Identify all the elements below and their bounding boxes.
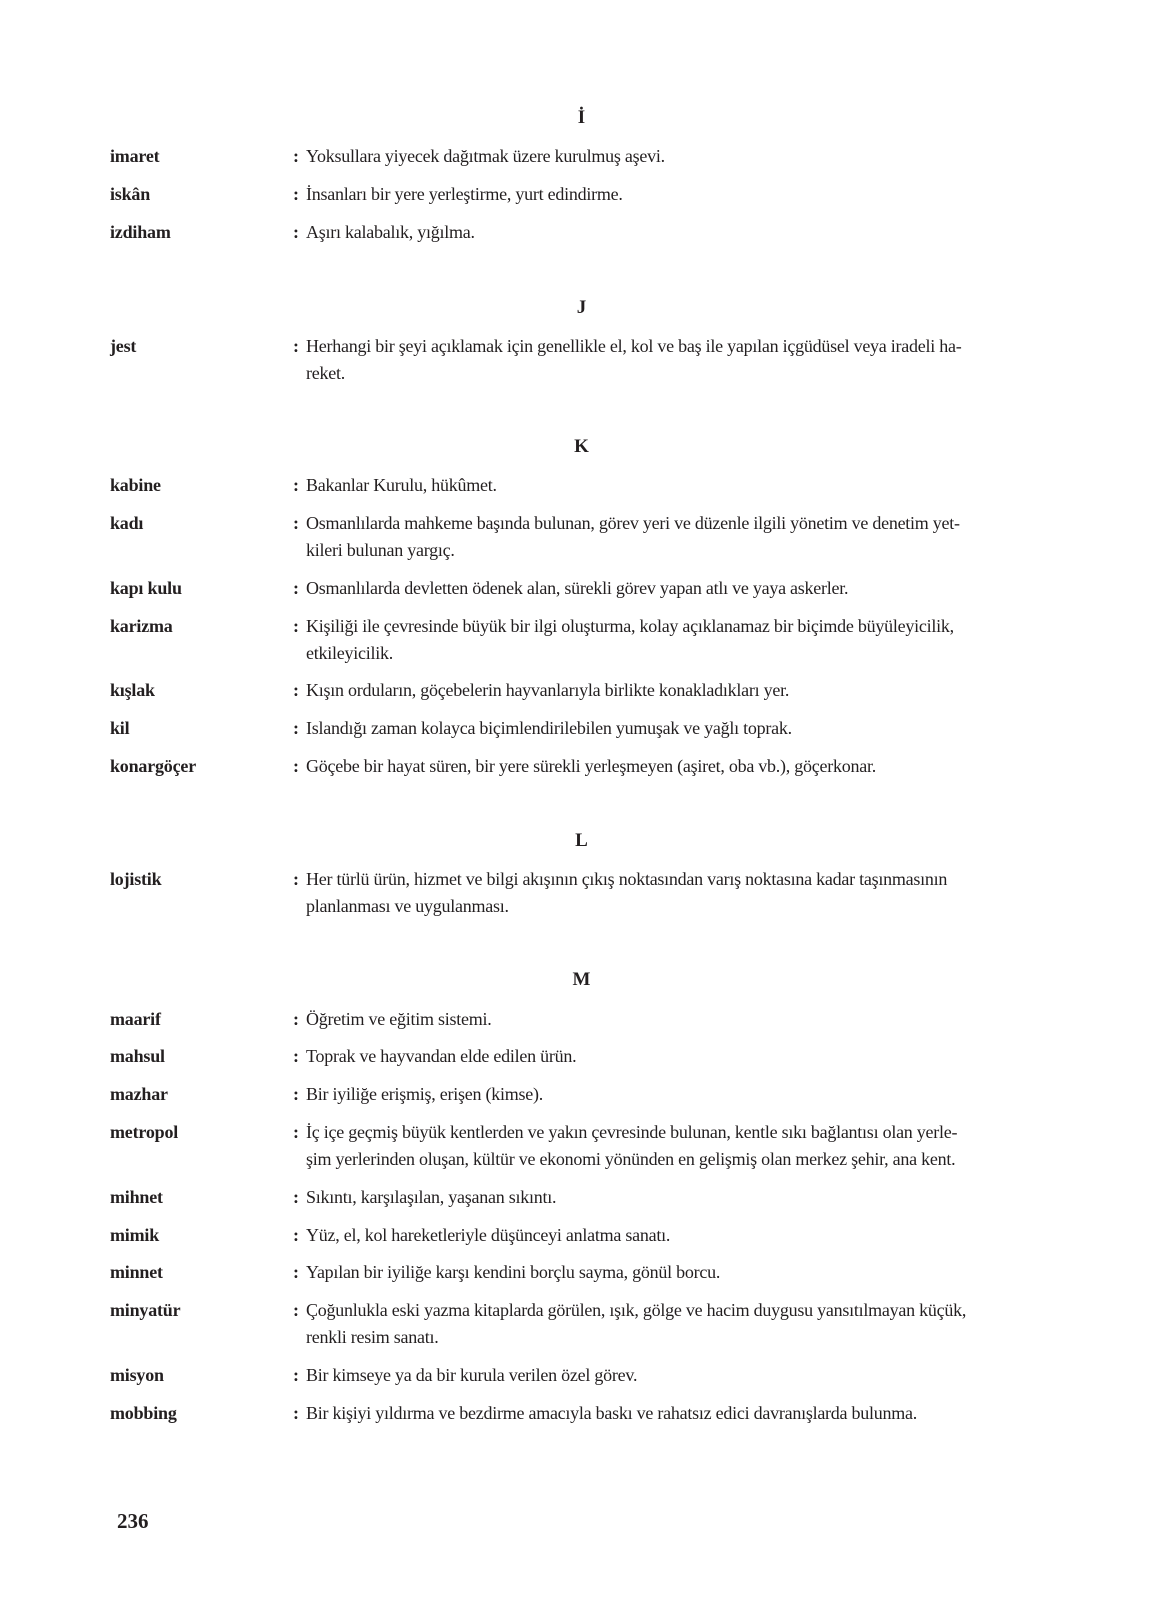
entry-definition <box>306 1081 1026 1108</box>
entry-definition <box>306 181 1026 208</box>
entry-term: lojistik <box>110 869 162 889</box>
definition-line: Yapılan bir iyiliğe karşı kendini borçlu sayma, gönül borcu. <box>306 1262 721 1282</box>
entry-term: mahsul <box>110 1046 165 1066</box>
entry-definition <box>306 575 1026 602</box>
definition-line: Her türlü ürün, hizmet ve bilgi akışının çıkış noktasından varış noktasına kadar taşınmasının <box>306 869 948 889</box>
definition-line: reket. <box>306 362 345 383</box>
entry-term: imaret <box>110 146 160 166</box>
definition-line: Yoksullara yiyecek dağıtmak üzere kurulmuş aşevi. <box>306 146 665 166</box>
entry-colon: : <box>293 616 299 636</box>
definition-line: Islandığı zaman kolayca biçimlendirilebilen yumuşak ve yağlı toprak. <box>306 718 792 738</box>
definition-line: Çoğunlukla eski yazma kitaplarda görülen, ışık, gölge ve hacim duygusu yansıtılmayan küçük, <box>306 1300 967 1320</box>
entry-term: konargöçer <box>110 756 196 776</box>
entry-term: iskân <box>110 184 151 204</box>
definition-line: Kişiliği ile çevresinde büyük bir ilgi oluşturma, kolay açıklanamaz bir biçimde büyüleyicilik, <box>306 616 954 636</box>
entry-colon: : <box>293 1365 299 1385</box>
entry-term: maarif <box>110 1009 161 1029</box>
entry-term: karizma <box>110 616 173 636</box>
definition-line: Öğretim ve eğitim sistemi. <box>306 1009 492 1029</box>
entry-colon: : <box>293 475 299 495</box>
entry-term: mobbing <box>110 1403 177 1423</box>
entry-term: kadı <box>110 513 144 533</box>
definition-line: Yüz, el, kol hareketleriyle düşünceyi anlatma sanatı. <box>306 1225 671 1245</box>
entry-colon: : <box>293 513 299 533</box>
entry-term: jest <box>110 336 137 356</box>
entry-definition <box>306 753 1026 780</box>
entry-definition <box>306 866 1026 919</box>
entry-colon: : <box>293 680 299 700</box>
definition-line: İç içe geçmiş büyük kentlerden ve yakın çevresinde bulunan, kentle sıkı bağlantısı olan yerle- <box>306 1122 958 1142</box>
section-heading-i: İ <box>577 107 586 128</box>
definition-line: Bakanlar Kurulu, hükûmet. <box>306 475 497 495</box>
section-heading-k: K <box>574 436 589 457</box>
entry-colon: : <box>293 1046 299 1066</box>
entry-colon: : <box>293 869 299 889</box>
definition-line: renkli resim sanatı. <box>306 1326 439 1347</box>
entry-term: kil <box>110 718 130 738</box>
entry-definition <box>306 1297 1026 1350</box>
entry-term: kapı kulu <box>110 578 182 598</box>
entry-definition <box>306 1043 1026 1070</box>
entry-definition <box>306 715 1026 742</box>
definition-line: Kışın orduların, göçebelerin hayvanlarıyla birlikte konakladıkları yer. <box>306 680 790 700</box>
entry-term: misyon <box>110 1365 164 1385</box>
entry-definition <box>306 1400 1026 1427</box>
entry-term: izdiham <box>110 222 171 242</box>
definition-line: Bir kimseye ya da bir kurula verilen özel görev. <box>306 1365 638 1385</box>
entry-colon: : <box>293 1225 299 1245</box>
definition-line: etkileyicilik. <box>306 642 393 663</box>
entry-definition <box>306 143 1026 170</box>
page-number: 236 <box>117 1509 149 1533</box>
entry-definition <box>306 219 1026 246</box>
entry-colon: : <box>293 222 299 242</box>
entry-definition <box>306 472 1026 499</box>
entry-definition <box>306 1006 1026 1033</box>
definition-line: İnsanları bir yere yerleştirme, yurt edindirme. <box>306 184 623 204</box>
definition-line: Sıkıntı, karşılaşılan, yaşanan sıkıntı. <box>306 1187 557 1207</box>
entry-definition <box>306 1222 1026 1249</box>
entry-term: kabine <box>110 475 161 495</box>
entry-definition <box>306 1362 1026 1389</box>
entry-definition <box>306 1119 1026 1172</box>
definition-line: kileri bulunan yargıç. <box>306 539 455 560</box>
definition-line: Göçebe bir hayat süren, bir yere sürekli yerleşmeyen (aşiret, oba vb.), göçerkonar. <box>306 756 877 776</box>
definition-line: Aşırı kalabalık, yığılma. <box>306 222 475 242</box>
entry-definition <box>306 510 1026 563</box>
entry-definition <box>306 1184 1026 1211</box>
entry-definition <box>306 613 1026 666</box>
entry-colon: : <box>293 184 299 204</box>
entry-term: minyatür <box>110 1300 181 1320</box>
entry-definition <box>306 1259 1026 1286</box>
entry-term: mihnet <box>110 1187 163 1207</box>
definition-line: Bir kişiyi yıldırma ve bezdirme amacıyla baskı ve rahatsız edici davranışlarda bulunma. <box>306 1403 918 1423</box>
entry-colon: : <box>293 1009 299 1029</box>
entry-colon: : <box>293 756 299 776</box>
definition-line: şim yerlerinden oluşan, kültür ve ekonomi yönünden en gelişmiş olan merkez şehir, ana kent. <box>306 1148 956 1169</box>
entry-colon: : <box>293 146 299 166</box>
entry-colon: : <box>293 1262 299 1282</box>
entry-colon: : <box>293 1300 299 1320</box>
entry-term: mimik <box>110 1225 160 1245</box>
section-heading-j: J <box>576 297 587 318</box>
section-heading-m: M <box>572 969 591 990</box>
entry-colon: : <box>293 1122 299 1142</box>
entry-definition <box>306 677 1026 704</box>
definition-line: planlanması ve uygulanması. <box>306 895 509 916</box>
entry-term: metropol <box>110 1122 179 1142</box>
section-heading-l: L <box>575 830 588 851</box>
entry-colon: : <box>293 336 299 356</box>
entry-colon: : <box>293 718 299 738</box>
definition-line: Osmanlılarda devletten ödenek alan, sürekli görev yapan atlı ve yaya askerler. <box>306 578 849 598</box>
entry-term: minnet <box>110 1262 163 1282</box>
entry-definition <box>306 333 1026 386</box>
entry-colon: : <box>293 1403 299 1423</box>
entry-term: mazhar <box>110 1084 168 1104</box>
definition-line: Toprak ve hayvandan elde edilen ürün. <box>306 1046 577 1066</box>
definition-line: Bir iyiliğe erişmiş, erişen (kimse). <box>306 1084 543 1104</box>
definition-line: Herhangi bir şeyi açıklamak için genellikle el, kol ve baş ile yapılan içgüdüsel veya iradeli ha- <box>306 336 962 356</box>
definition-line: Osmanlılarda mahkeme başında bulunan, görev yeri ve düzenle ilgili yönetim ve denetim yet- <box>306 513 960 533</box>
entry-colon: : <box>293 1084 299 1104</box>
entry-colon: : <box>293 578 299 598</box>
entry-colon: : <box>293 1187 299 1207</box>
entry-term: kışlak <box>110 680 155 700</box>
